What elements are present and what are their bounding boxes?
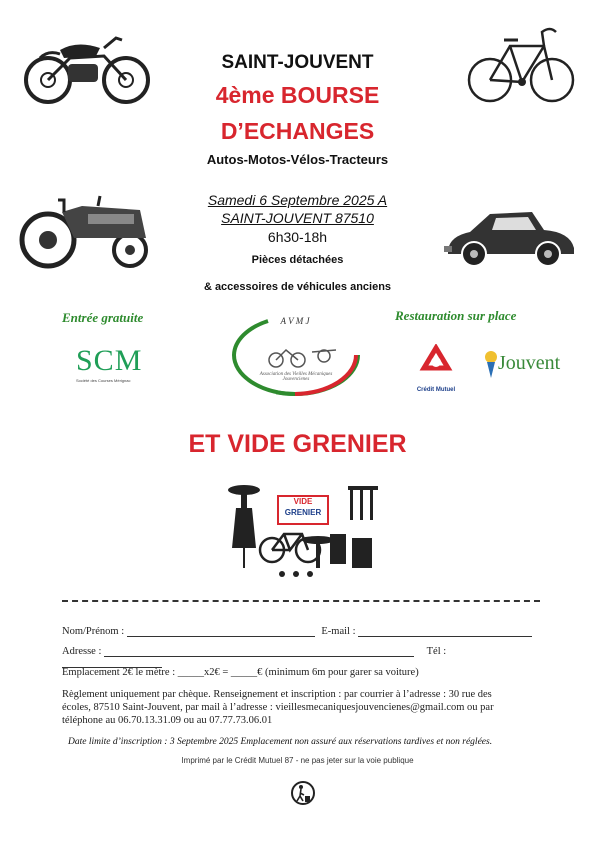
avmj-logo bbox=[228, 312, 362, 398]
bicycle-icon bbox=[466, 24, 576, 110]
deadline-note: Date limite d’inscription : 3 Septembre 2025 Emplacement non assuré aux réservations tardives et non réglées. bbox=[68, 737, 493, 747]
payment-line-3: téléphone au 06.70.13.31.09 ou au 07.77.73.06.01 bbox=[62, 715, 273, 726]
address-field[interactable] bbox=[104, 646, 414, 657]
phone-label: Tél : bbox=[426, 646, 447, 657]
form-row-name bbox=[62, 626, 546, 637]
event-date: Samedi 6 Septembre 2025 A bbox=[207, 192, 388, 208]
tractor-icon bbox=[18, 192, 158, 272]
event-edition: 4ème BOURSE bbox=[215, 82, 380, 108]
vintage-car-icon bbox=[440, 200, 580, 272]
event-hours: 6h30-18h bbox=[267, 229, 328, 245]
scm-caption: Société des Courses Mérignac bbox=[76, 378, 131, 383]
name-label: Nom/Prénom : bbox=[62, 626, 125, 637]
page-title: SAINT-JOUVENT bbox=[221, 52, 374, 73]
vide-grenier-sign-bottom: GRENIER bbox=[284, 508, 322, 517]
scm-logo bbox=[76, 344, 156, 383]
jouvent-logo-text: Jouvent bbox=[498, 352, 561, 374]
scm-logo-text: SCM bbox=[76, 344, 143, 377]
payment-line-1: Règlement uniquement par chèque. Renseignement et inscription : par courrier à l’adresse : 30 rue des bbox=[62, 689, 492, 700]
free-entry-label: Entrée gratuite bbox=[62, 310, 144, 325]
name-field[interactable] bbox=[127, 626, 315, 637]
vide-grenier-title: ET VIDE GRENIER bbox=[188, 430, 407, 458]
credit-mutuel-icon bbox=[412, 344, 460, 382]
payment-info bbox=[62, 688, 552, 727]
no-littering-icon bbox=[290, 780, 316, 806]
printer-notice: Imprimé par le Crédit Mutuel 87 - ne pas jeter sur la voie publique bbox=[181, 756, 414, 765]
event-items-line1: Pièces détachées bbox=[251, 254, 344, 266]
jouvent-emblem-icon bbox=[484, 350, 498, 380]
form-row-address bbox=[62, 646, 546, 668]
event-items-line2: & accessoires de véhicules anciens bbox=[203, 281, 392, 293]
catering-label: Restauration sur place bbox=[395, 308, 517, 323]
avmj-caption: Association des Vieilles Mécaniques Jouvencienes bbox=[259, 372, 333, 382]
vide-grenier-sign-top: VIDE bbox=[293, 497, 313, 506]
motorcycle-icon bbox=[22, 28, 152, 108]
event-name: D’ECHANGES bbox=[220, 118, 375, 144]
avmj-logo-text: A V M J bbox=[280, 316, 310, 326]
credit-mutuel-logo bbox=[412, 344, 460, 393]
event-categories: Autos-Motos-Vélos-Tracteurs bbox=[206, 152, 389, 167]
email-field[interactable] bbox=[358, 626, 532, 637]
credit-mutuel-caption: Crédit Mutuel bbox=[416, 387, 456, 393]
event-place: SAINT-JOUVENT 87510 bbox=[221, 210, 374, 226]
cut-line-divider bbox=[62, 600, 540, 602]
pricing-text: Emplacement 2€ le mètre : _____x2€ = _____€ (minimum 6m pour garer sa voiture) bbox=[62, 667, 419, 678]
address-label: Adresse : bbox=[62, 646, 102, 657]
email-label: E-mail : bbox=[321, 626, 356, 637]
jouvent-logo bbox=[486, 352, 561, 375]
payment-line-2: écoles, 87510 Saint-Jouvent, par mail à l’adresse : vieillesmecaniquesjouvencienes@gmail.com ou par bbox=[62, 702, 494, 713]
vide-grenier-illustration bbox=[222, 478, 382, 580]
